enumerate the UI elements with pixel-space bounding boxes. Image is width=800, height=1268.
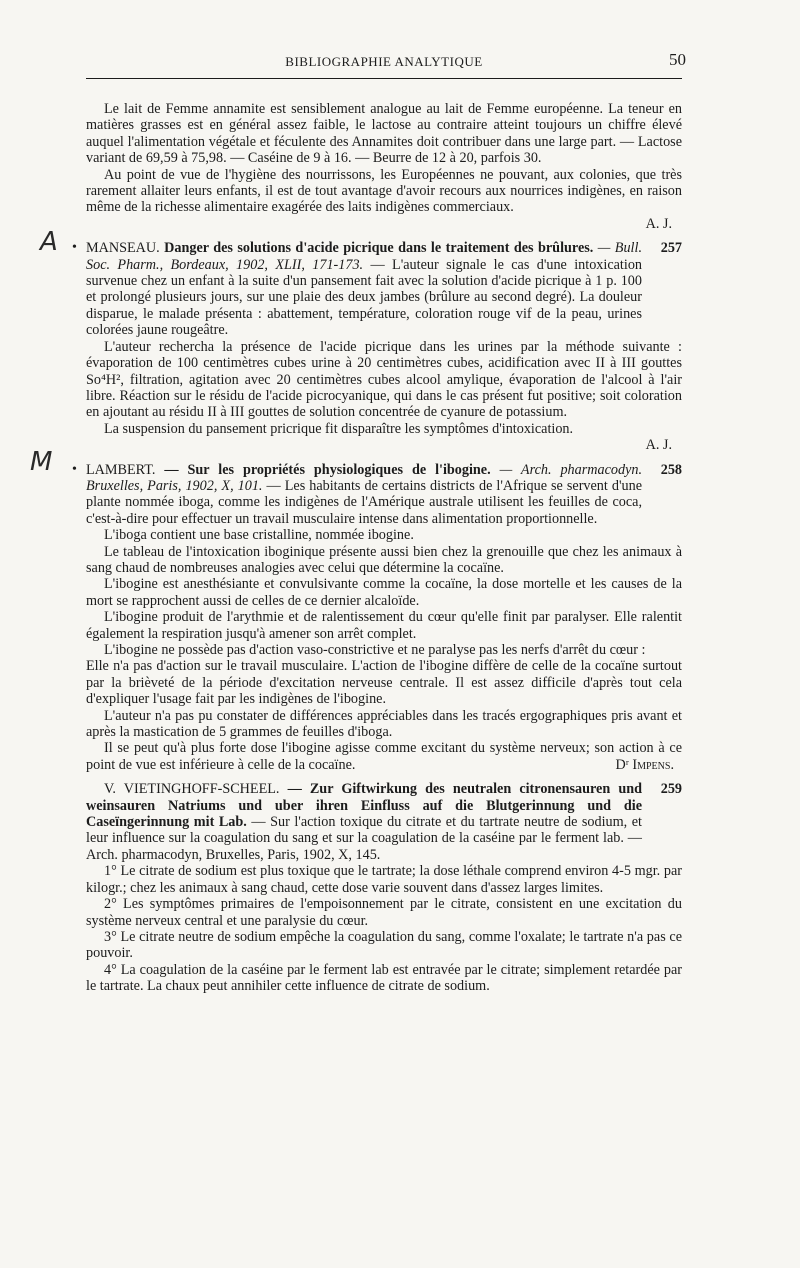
- entry-paragraph: 4° La coagulation de la caséine par le ferment lab est entravée par le citrate; simplement retardée par le tartrate. La chaux peut annihiler cette influence de citrate de sodium.: [86, 961, 682, 995]
- entry-lead: — Les habitants de certains districts de l'Afrique se servent d'une plante nommée iboga, comme les indigènes de l'Amérique australe utilisent les feuilles de coca, c'est-à-dire pour effectuer un travail musculaire intense dans alimentation proportionnelle.: [86, 477, 643, 527]
- entry-author: V. VIETINGHOFF-SCHEEL.: [104, 781, 280, 798]
- entry-title: Danger des solutions d'acide picrique dans le traitement des brûlures.: [164, 240, 594, 257]
- entry-paragraph: L'ibogine est anesthésiante et convulsivante comme la cocaïne, la dose mortelle et les causes de la mort se rapprochent aussi de celles de ce dernier alcaloïde.: [86, 576, 682, 609]
- entry-259: [86, 781, 682, 994]
- entry-257: [40, 227, 682, 454]
- entry-lead: — L'auteur signale le cas d'une intoxication survenue chez un enfant à la suite d'un pansement fait avec la solution d'acide picrique à 1 p. 100 et prolongé plusieurs jours, sur une plaie des deux jambes (brûlure au second degré). La douleur disparue, le malade présenta : abattement, température, coloration rouge vif de la peau, urines colorées jaune rougeâtre.: [86, 256, 643, 339]
- entry-paragraph: L'auteur rechercha la présence de l'acide picrique dans les urines par la méthode suivante : évaporation de 100 centimètres cubes urine à 20 centimètres cubes, acidification avec II à III gouttes So⁴H², filtration, agitation avec 20 centimètres cubes alcool amylique, évaporation de l'alcool à l'air libre. Réaction sur le résidu de l'acide picrocyanique, qui dans le cas présent fut positive; soit coloration en ajoutant au résidu II à III gouttes de solution concentrée de cyanure de potassium.: [86, 338, 682, 421]
- entry-number: 259: [660, 781, 682, 798]
- entry-paragraph: L'iboga contient une base cristalline, nommée ibogine.: [104, 527, 414, 544]
- entry-number: 257: [660, 240, 682, 257]
- page-number: 50: [669, 50, 686, 69]
- intro-paragraph-2: Au point de vue de l'hygiène des nourrissons, les Européennes ne pouvant, aux colonies, que très rarement allaiter leurs enfants, il est de tout avantage d'avoir recours aux nourrices indigènes, en raison même de la richesse alimentaire exagérée des laits indigènes commerciaux.: [86, 166, 682, 216]
- entry-258: [30, 446, 682, 774]
- bullet-dot: •: [72, 240, 77, 256]
- entry-lead: — Sur l'action toxique du citrate et du tartrate neutre de sodium, et leur influence sur la coagulation du sang et sur la coagulation de la caséine par le ferment lab. — Arch. pharmacodyn, Bruxelles, Paris, 1902, X, 145.: [86, 814, 643, 863]
- intro-paragraph-1: Le lait de Femme annamite est sensiblement analogue au lait de Femme européenne. La teneur en matières grasses est en général assez faible, le lactose au contraire atteint toujours un chiffre élevé auquel l'alimentation végétale et féculente des Annamites doit contribuer dans une large part. — Lactose variant de 69,59 à 75,98. — Caséine de 9 à 16. — Beurre de 12 à 20, parfois 30.: [86, 101, 682, 167]
- entry-paragraph: 1° Le citrate de sodium est plus toxique que le tartrate; la dose léthale comprend environ 4-5 mgr. par kilogr.; chez les animaux à sang chaud, cette dose varie souvent dans d'assez larges limites.: [86, 863, 682, 896]
- entry-paragraph: La suspension du pansement pricrique fit disparaître les symptômes d'intoxication.: [104, 420, 574, 437]
- entry-citation: — Bull. Soc. Pharm., Bordeaux, 1902, XLII, 171-173.: [86, 240, 642, 273]
- running-head-title: BIBLIOGRAPHIE ANALYTIQUE: [285, 54, 483, 69]
- entry-header: [86, 462, 682, 528]
- entry-paragraph: L'ibogine ne possède pas d'action vaso-constrictive et ne paralyse pas les nerfs d'arrêt du cœur :: [104, 642, 646, 658]
- entry-author: MANSEAU.: [86, 240, 160, 257]
- entry-citation: — Arch. pharmacodyn. Bruxelles, Paris, 1902, X, 101.: [86, 461, 643, 494]
- entry-paragraph: L'auteur n'a pas pu constater de différences appréciables dans les tracés ergographiques pris avant et après la mastication de 5 grammes de feuilles d'iboga.: [86, 707, 682, 741]
- entry-paragraph: Il se peut qu'à plus forte dose l'ibogine agisse comme excitant du système nerveux; son action à ce point de vue est inférieure à celle de la cocaïne. Dʳ Impens.: [86, 740, 682, 773]
- entry-paragraph: 3° Le citrate neutre de sodium empêche la coagulation du sang, comme l'oxalate; le tartrate n'a pas ce pouvoir.: [86, 928, 682, 962]
- entry-signature: A. J.: [645, 437, 672, 454]
- entry-number: 258: [660, 461, 682, 478]
- entry-author: LAMBERT.: [86, 461, 156, 478]
- page: [30, 44, 686, 995]
- entry-paragraph: L'ibogine produit de l'arythmie et de ralentissement du cœur qu'elle finit par paralyser. Elle ralentit également la respiration jusqu'à amener son arrêt complet.: [86, 609, 682, 642]
- entry-paragraph: 2° Les symptômes primaires de l'empoisonnement par le citrate, consistent en une excitation du système nerveux central et une paralysie du cœur.: [86, 896, 682, 929]
- margin-annotation: A: [40, 227, 58, 258]
- entry-title: — Zur Giftwirkung des neutralen citronensauren und weinsauren Natriums und uber ihren Einfluss auf die Blutgerinnung und die Caseïngerinnung mit Lab.: [86, 781, 642, 831]
- entry-header: [86, 240, 682, 338]
- bullet-dot: •: [72, 461, 77, 477]
- running-head: [86, 44, 686, 79]
- entry-header: [86, 781, 682, 863]
- intro-signature: A. J.: [645, 215, 672, 232]
- entry-paragraph: Le tableau de l'intoxication iboginique présente aussi bien chez la grenouille que chez les animaux à sang chaud de nombreuses analogies avec celui que détermine la cocaïne.: [86, 543, 682, 576]
- entry-title: — Sur les propriétés physiologiques de l'ibogine.: [164, 461, 491, 478]
- body-text: [30, 101, 682, 995]
- margin-annotation: M: [30, 446, 53, 477]
- entry-paragraph: Elle n'a pas d'action sur le travail musculaire. L'action de l'ibogine diffère de celle de la cocaïne surtout par la brièveté de la période d'excitation nerveuse centrale. Il est assez difficile d'après tout cela d'expliquer l'usage fait par les indigènes de l'ibogine.: [86, 658, 682, 708]
- entry-signature: Dʳ Impens.: [615, 756, 674, 773]
